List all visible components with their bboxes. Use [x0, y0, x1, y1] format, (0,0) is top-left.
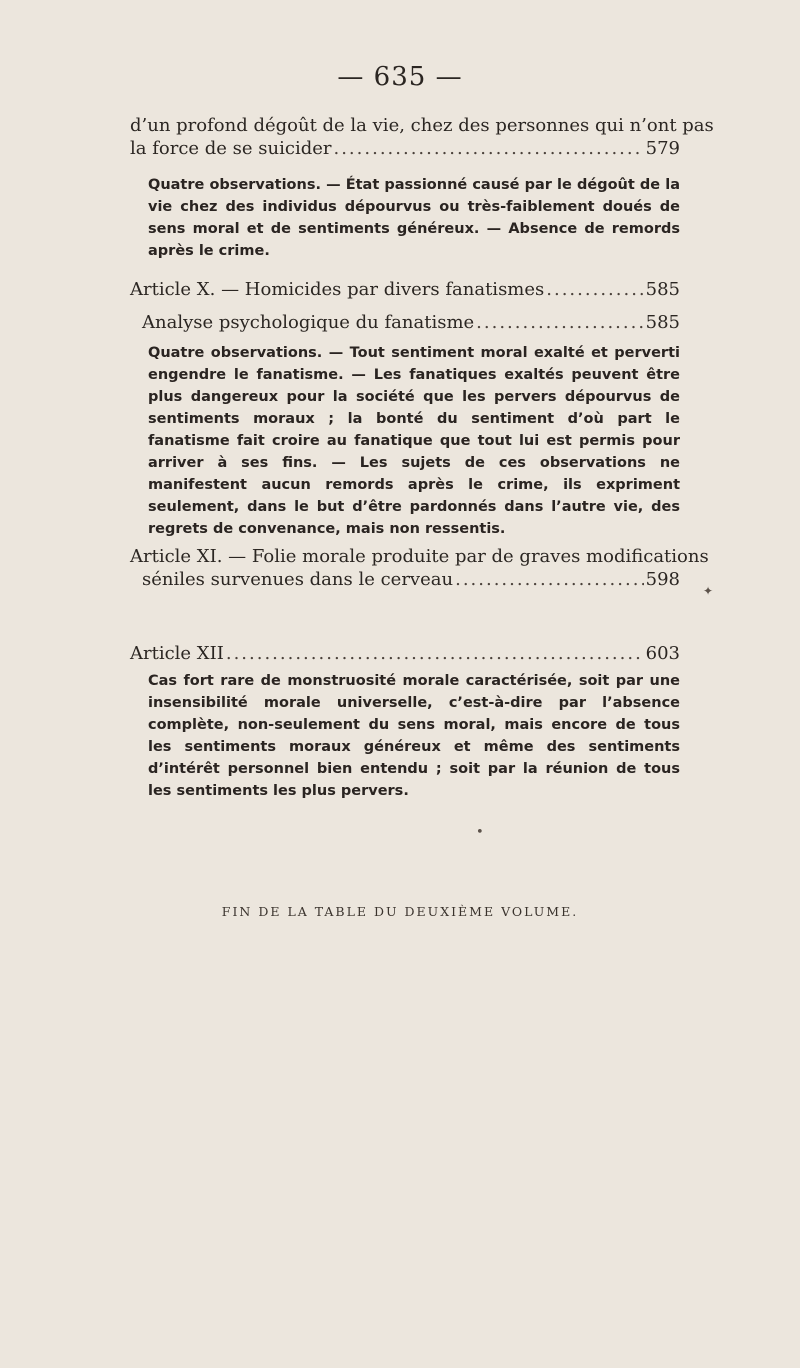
toc-entry	[130, 114, 714, 160]
toc-entry-text: Article X. — Homicides par divers fanatismes	[130, 279, 545, 300]
end-of-table-note: FIN DE LA TABLE DU DEUXIÈME VOLUME.	[221, 904, 579, 919]
toc-entry-line	[142, 311, 680, 334]
toc-entry	[130, 545, 709, 591]
toc-entry-text: Article XII	[130, 643, 224, 664]
dot-leader	[546, 278, 643, 301]
toc-entry-text: Article XI. — Folie morale produite par de graves modifications	[130, 546, 709, 567]
toc-page-number: 579	[645, 138, 680, 159]
dot-leader	[476, 311, 643, 334]
toc-entry-line	[130, 642, 680, 665]
toc-entry-line	[130, 545, 709, 568]
section-summary: Cas fort rare de monstruosité morale caractérisée, soit par une insensibilité morale universelle, c’est-à-dire par l’absence complète, non-seulement du sens moral, mais encore de tous les sentiments moraux généreux et même des sentiments d’intérêt personnel bien entendu ; soit par la réunion de tous les sentiments les plus pervers.	[148, 673, 680, 799]
toc-entry-text: séniles survenues dans le cerveau	[142, 569, 454, 590]
toc-page-number: 585	[645, 279, 680, 300]
toc-page-number: 603	[645, 643, 680, 664]
toc-entry-text: Analyse psychologique du fanatisme	[142, 312, 475, 333]
toc-entry-line	[130, 137, 680, 160]
section-summary: Quatre observations. — État passionné causé par le dégoût de la vie chez des individus dépourvus ou très-faiblement doués de sens moral et de sentiments généreux. — Absence de remords après le crime.	[148, 177, 680, 259]
toc-entry-line	[130, 114, 714, 137]
dot-leader	[333, 137, 643, 160]
toc-page-number: 585	[645, 312, 680, 333]
toc-entry-text: d’un profond dégoût de la vie, chez des personnes qui n’ont pas	[130, 115, 714, 136]
toc-entry	[142, 311, 680, 334]
toc-entry-line	[130, 568, 680, 591]
toc-page-number: 598	[645, 569, 680, 590]
toc-entry-text: la force de se suicider	[130, 138, 332, 159]
ink-speck: ✦	[703, 584, 714, 598]
toc-entry	[130, 278, 680, 301]
page-number: — 635 —	[337, 62, 463, 92]
section-summary: Quatre observations. — Tout sentiment moral exalté et perverti engendre le fanatisme. — Les fanatiques exaltés peuvent être plus dangereux pour la société que les pervers dépourvus de sentiments moraux ; la bonté du sentiment d’où part le fanatisme fait croire au fanatique que tout lui est permis pour arriver à ses fins. — Les sujets de ces observations ne manifestent aucun remords après le crime, ils expriment seulement, dans le but d’être pardonnés dans l’autre vie, des regrets de convenance, mais non ressentis.	[148, 345, 680, 537]
toc-entry-line	[130, 278, 680, 301]
ink-speck: •	[476, 825, 484, 840]
dot-leader	[455, 568, 644, 591]
toc-entry	[130, 642, 680, 665]
dot-leader	[226, 642, 644, 665]
